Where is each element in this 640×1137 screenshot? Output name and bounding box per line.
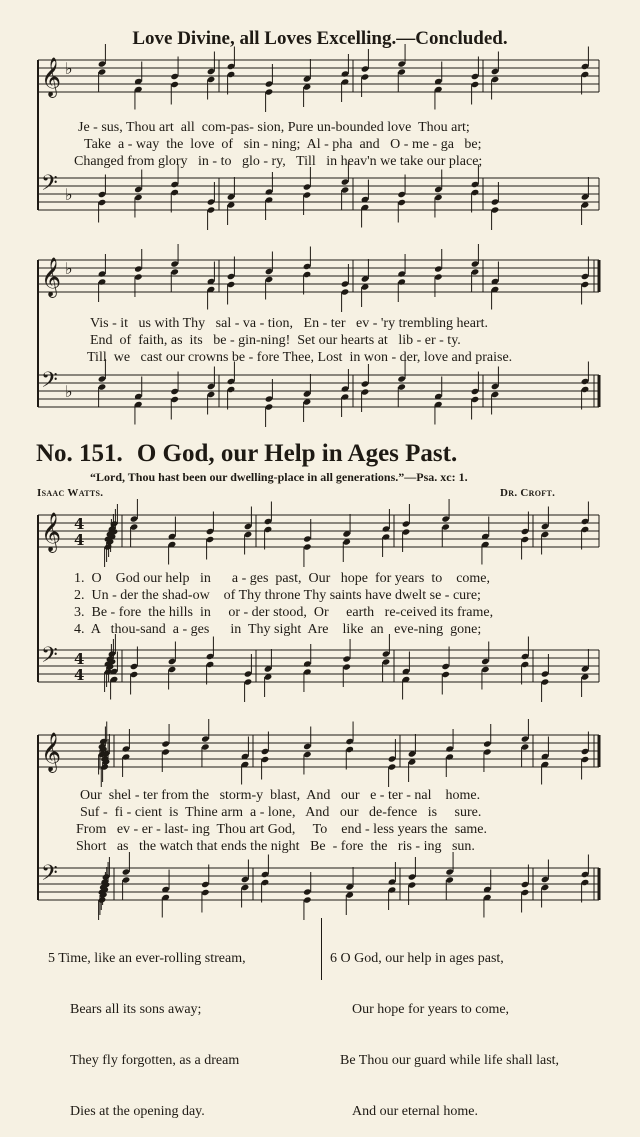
note	[227, 362, 236, 410]
staff	[38, 178, 599, 210]
note	[261, 855, 270, 903]
section-title: Love Divine, all Loves Excelling.—Concluded.	[132, 28, 508, 49]
note	[471, 165, 480, 213]
note	[341, 264, 350, 312]
note	[170, 372, 179, 420]
note	[303, 374, 312, 422]
note	[341, 54, 350, 102]
note	[491, 182, 500, 230]
lyric-line: End of faith, as its be - gin-ning! Set our hearts at lib - er - ty.	[90, 333, 461, 348]
note	[206, 512, 215, 560]
note	[434, 62, 443, 110]
treble-clef-icon: 𝄞	[41, 57, 62, 97]
note	[261, 732, 270, 780]
note	[170, 165, 179, 213]
note	[264, 502, 273, 550]
note	[388, 862, 397, 910]
note	[388, 739, 397, 787]
note	[382, 509, 391, 557]
note	[161, 724, 170, 772]
verse-line: Be Thou our guard while life shall last,	[340, 1053, 560, 1068]
author-credit: Isaac Watts.	[37, 487, 104, 499]
flat-icon: ♭	[65, 185, 73, 204]
note	[303, 167, 312, 215]
note	[264, 649, 273, 697]
note	[207, 262, 216, 310]
note	[303, 519, 312, 567]
note	[98, 175, 107, 223]
treble-clef-icon: 𝄞	[41, 512, 62, 552]
note	[402, 652, 411, 700]
lyric-line: Je - sus, Thou art all com-pas- sion, Pure un-bounded love Thou art;	[78, 120, 470, 135]
note	[581, 47, 590, 95]
lyric-line: Short as the watch that ends the night Be - fore the ris - ing sun.	[76, 839, 475, 854]
note	[168, 517, 177, 565]
note	[441, 647, 450, 695]
note	[265, 172, 274, 220]
note	[227, 177, 236, 225]
note	[471, 372, 480, 420]
note	[361, 259, 370, 307]
note	[303, 644, 312, 692]
note	[471, 57, 480, 105]
note	[345, 722, 354, 770]
note	[521, 512, 530, 560]
note	[241, 737, 250, 785]
note	[481, 517, 490, 565]
note	[303, 247, 312, 295]
verse-line: And our eternal home.	[352, 1104, 478, 1119]
lyric-line: Our shel - ter from the storm-y blast, And our e - ter - nal home.	[80, 788, 481, 803]
note	[483, 870, 492, 918]
note	[341, 369, 350, 417]
bass-clef-icon: 𝄢	[41, 368, 58, 398]
note	[541, 737, 550, 785]
note	[445, 729, 454, 777]
verse-divider	[321, 918, 322, 980]
verse-line: Dies at the opening day.	[70, 1104, 205, 1119]
hymn-heading	[36, 440, 457, 468]
note	[361, 180, 370, 228]
staff	[38, 375, 599, 407]
lyric-line: 3. Be - fore the hills in or - der stood, Or earth re-ceived its frame,	[74, 605, 494, 620]
note	[122, 729, 131, 777]
verse-line: 5 Time, like an ever-rolling stream,	[48, 951, 246, 966]
note	[98, 254, 107, 302]
lyric-line: Changed from glory in - to glo - ry, Till in heav'n we take our place;	[74, 154, 483, 169]
note	[207, 182, 216, 230]
staff	[38, 650, 599, 682]
note	[201, 865, 210, 913]
bass-clef-icon: 𝄢	[41, 861, 58, 891]
note	[397, 254, 406, 302]
note	[541, 654, 550, 702]
verse-line: They fly forgotten, as a dream	[70, 1053, 240, 1068]
note	[303, 872, 312, 920]
note	[345, 867, 354, 915]
note	[491, 262, 500, 310]
flat-icon: ♭	[65, 382, 73, 401]
note	[134, 62, 143, 110]
note	[581, 257, 590, 305]
lyric-line: 1. O God our help in a - ges past, Our hope for years to come,	[74, 571, 491, 586]
bass-clef-icon: 𝄢	[41, 643, 58, 673]
treble-clef-icon: 𝄞	[41, 257, 62, 297]
note	[206, 637, 215, 685]
note	[581, 177, 590, 225]
lyric-line: 2. Un - der the shad-ow of Thy throne Thy saints have dwelt se - cure;	[74, 588, 481, 603]
note	[521, 865, 530, 913]
note	[408, 857, 417, 905]
time-signature: 4	[74, 666, 85, 684]
note	[434, 249, 443, 297]
lyric-line: Vis - it us with Thy sal - va - tion, En - ter ev - 'ry trembling heart.	[90, 316, 489, 331]
time-signature: 4	[74, 650, 85, 668]
verse-6	[330, 916, 559, 1137]
staff	[38, 515, 599, 547]
note	[265, 64, 274, 112]
verse-line: 6 O God, our help in ages past,	[330, 951, 504, 966]
note	[408, 734, 417, 782]
note	[342, 639, 351, 687]
lyric-line: Take a - way the love of sin - ning; Al - pha and O - me - ga be;	[84, 137, 482, 152]
bass-clef-icon: 𝄢	[41, 171, 58, 201]
scripture-reference: “Lord, Thou hast been our dwelling-place in all generations.”—Psa. xc: 1.	[90, 470, 468, 484]
note	[227, 257, 236, 305]
note	[521, 637, 530, 685]
note	[361, 49, 370, 97]
note	[130, 647, 139, 695]
time-signature: 4	[74, 515, 85, 533]
note	[342, 514, 351, 562]
verse-line: Bears all its sons away;	[70, 1002, 202, 1017]
flat-icon: ♭	[65, 59, 73, 78]
lyric-line: Till we cast our crowns be - fore Thee, Lost in won - der, love and praise.	[87, 350, 513, 365]
treble-clef-icon: 𝄞	[41, 732, 62, 772]
hymn-number: No. 151.	[36, 440, 123, 467]
hymn-title: O God, our Help in Ages Past.	[136, 440, 458, 467]
note	[581, 362, 590, 410]
note	[581, 732, 590, 780]
staff	[38, 260, 599, 292]
note	[361, 364, 370, 412]
note	[134, 249, 143, 297]
note	[303, 59, 312, 107]
note	[265, 379, 274, 427]
note	[402, 504, 411, 552]
note	[244, 654, 253, 702]
note	[134, 377, 143, 425]
lyric-line: From ev - er - last- ing Thou art God, To end - less years the same.	[76, 822, 488, 837]
note	[161, 870, 170, 918]
note	[434, 377, 443, 425]
lyric-line: Suf - fi - cient is Thine arm a - lone, And our de-fence is sure.	[80, 805, 482, 820]
note	[483, 724, 492, 772]
note	[581, 502, 590, 550]
composer-credit: Dr. Croft.	[500, 487, 556, 499]
note	[397, 175, 406, 223]
note	[581, 855, 590, 903]
staff	[38, 60, 599, 92]
note	[227, 47, 236, 95]
note	[581, 649, 590, 697]
verse-line: Our hope for years to come,	[352, 1002, 510, 1017]
verse-5	[48, 916, 246, 1137]
time-signature: 4	[74, 531, 85, 549]
flat-icon: ♭	[65, 259, 73, 278]
note	[170, 57, 179, 105]
lyric-line: 4. A thou-sand a - ges in Thy sight Are like an eve-ning gone;	[74, 622, 482, 637]
